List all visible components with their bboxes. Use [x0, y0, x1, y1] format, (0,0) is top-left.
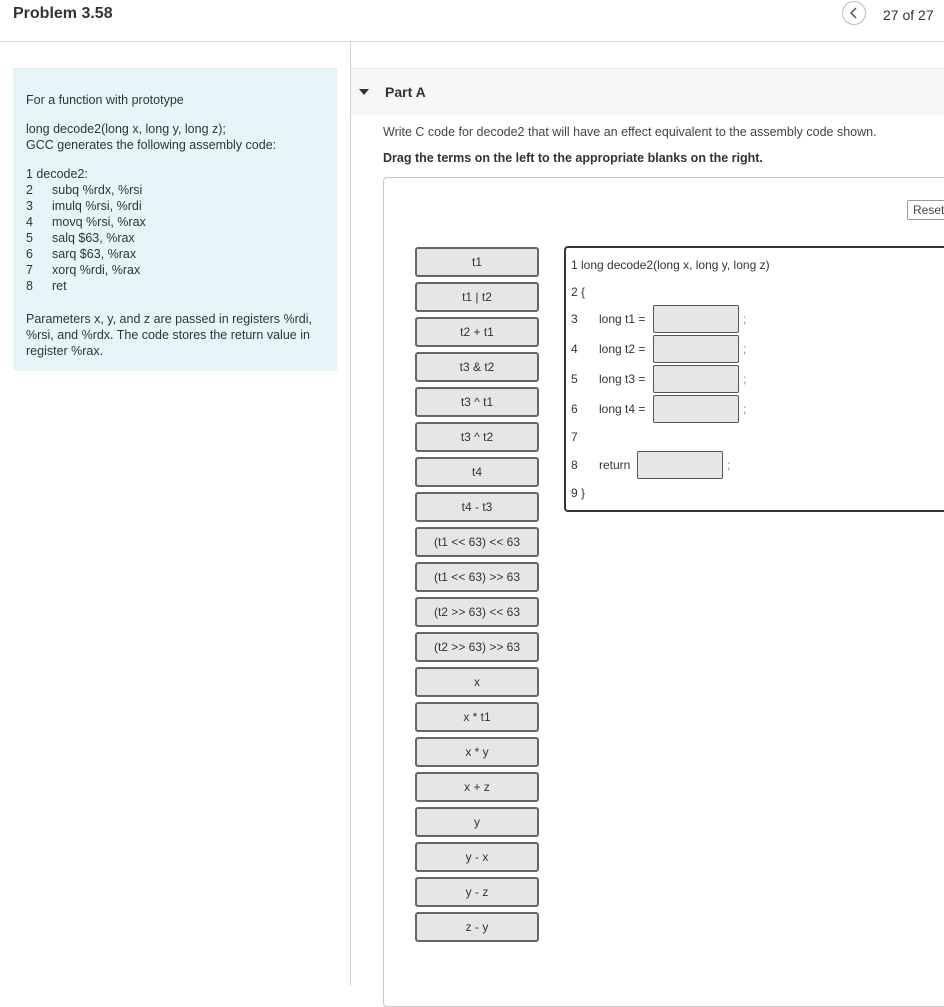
- draggable-term[interactable]: t3 & t2: [415, 352, 539, 382]
- function-prototype: long decode2(long x, long y, long z);: [26, 122, 226, 136]
- asm-line: 7 xorq %rdi, %rax: [26, 263, 141, 277]
- code-line-5-text: long t3 =: [599, 372, 646, 386]
- code-line-number: 6: [571, 402, 578, 416]
- asm-line: 2 subq %rdx, %rsi: [26, 183, 143, 197]
- drag-instruction: Drag the terms on the left to the appropriate blanks on the right.: [383, 151, 763, 165]
- draggable-term[interactable]: t3 ^ t1: [415, 387, 539, 417]
- caret-down-icon[interactable]: [359, 89, 369, 95]
- params-text: Parameters x, y, and z are passed in registers %rdi, %rsi, and %rdx. The code stores the return value in register %rax.: [26, 312, 312, 358]
- part-instruction: Write C code for decode2 that will have an effect equivalent to the assembly code shown.: [383, 125, 877, 139]
- semicolon: ;: [743, 342, 747, 356]
- asm-line: 4 movq %rsi, %rax: [26, 215, 146, 229]
- top-bar: [0, 0, 944, 42]
- gcc-text: GCC generates the following assembly code:: [26, 138, 277, 152]
- draggable-term[interactable]: t1: [415, 247, 539, 277]
- draggable-term[interactable]: (t1 << 63) << 63: [415, 527, 539, 557]
- blank-t1[interactable]: [653, 305, 739, 333]
- draggable-term[interactable]: x * y: [415, 737, 539, 767]
- semicolon: ;: [743, 312, 747, 326]
- asm-line: 3 imulq %rsi, %rdi: [26, 199, 142, 213]
- asm-line: 6 sarq $63, %rax: [26, 247, 137, 261]
- part-a-header[interactable]: [351, 68, 944, 115]
- problem-intro: [13, 68, 337, 371]
- code-line-8-text: return: [599, 458, 631, 472]
- page-title: Problem 3.58: [13, 5, 113, 22]
- page-counter: 27 of 27: [883, 7, 934, 23]
- draggable-term[interactable]: x * t1: [415, 702, 539, 732]
- blank-t2[interactable]: [653, 335, 739, 363]
- intro-line: For a function with prototype: [26, 93, 184, 107]
- draggable-term[interactable]: (t2 >> 63) << 63: [415, 597, 539, 627]
- code-line-1: 1 long decode2(long x, long y, long z): [571, 258, 770, 272]
- code-line-4-text: long t2 =: [599, 342, 646, 356]
- draggable-term[interactable]: z - y: [415, 912, 539, 942]
- part-label: Part A: [385, 84, 426, 100]
- previous-button[interactable]: [842, 1, 866, 25]
- chevron-left-icon: [849, 7, 859, 19]
- code-line-number: 3: [571, 312, 578, 326]
- code-line-3-text: long t1 =: [599, 312, 646, 326]
- asm-line: 5 salq $63, %rax: [26, 231, 135, 245]
- column-divider: [350, 42, 351, 986]
- code-line-number: 4: [571, 342, 578, 356]
- draggable-term[interactable]: t4 - t3: [415, 492, 539, 522]
- draggable-term[interactable]: (t1 << 63) >> 63: [415, 562, 539, 592]
- code-line-number: 7: [571, 430, 578, 444]
- code-line-number: 8: [571, 458, 578, 472]
- draggable-term[interactable]: y - z: [415, 877, 539, 907]
- semicolon: ;: [743, 372, 747, 386]
- blank-return[interactable]: [637, 451, 723, 479]
- code-line-2: 2 {: [571, 285, 586, 299]
- draggable-term[interactable]: y: [415, 807, 539, 837]
- draggable-term[interactable]: t1 | t2: [415, 282, 539, 312]
- draggable-term[interactable]: y - x: [415, 842, 539, 872]
- draggable-term[interactable]: t4: [415, 457, 539, 487]
- semicolon: ;: [727, 458, 731, 472]
- code-line-number: 5: [571, 372, 578, 386]
- draggable-term[interactable]: x: [415, 667, 539, 697]
- asm-line: 8 ret: [26, 279, 67, 293]
- draggable-term[interactable]: x + z: [415, 772, 539, 802]
- semicolon: ;: [743, 402, 747, 416]
- draggable-term[interactable]: (t2 >> 63) >> 63: [415, 632, 539, 662]
- blank-t3[interactable]: [653, 365, 739, 393]
- asm-header: 1 decode2:: [26, 167, 88, 181]
- asm-listing: [26, 182, 337, 294]
- draggable-term[interactable]: t2 + t1: [415, 317, 539, 347]
- reset-button[interactable]: Reset: [907, 200, 944, 220]
- code-line-9: 9 }: [571, 486, 586, 500]
- code-template: [564, 246, 944, 512]
- draggable-term[interactable]: t3 ^ t2: [415, 422, 539, 452]
- code-line-6-text: long t4 =: [599, 402, 646, 416]
- blank-t4[interactable]: [653, 395, 739, 423]
